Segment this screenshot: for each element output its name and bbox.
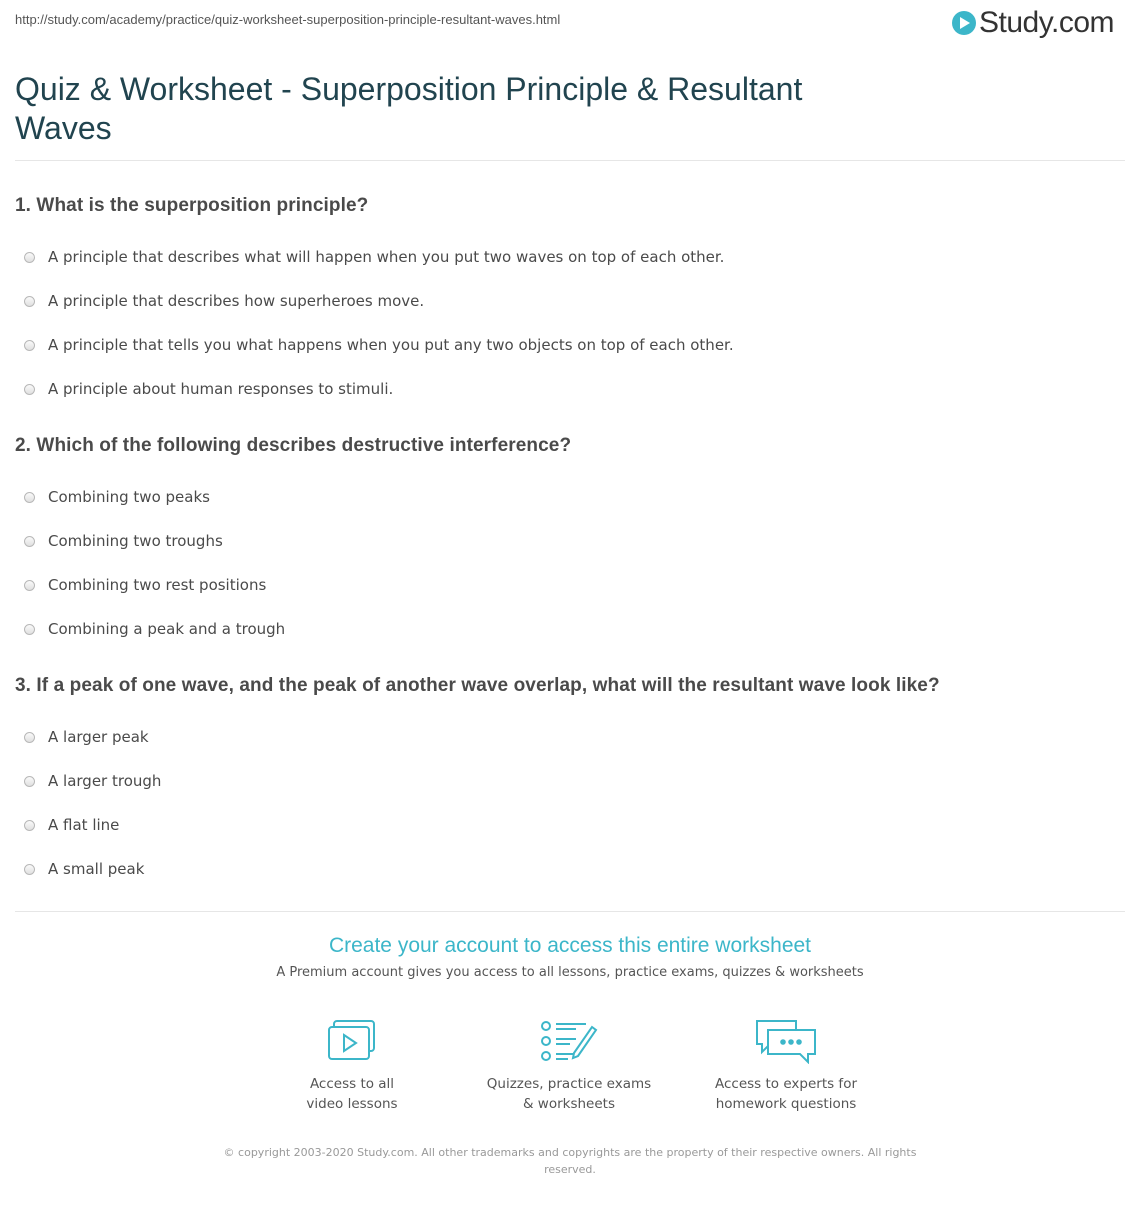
radio-button[interactable] [24,732,35,743]
quiz-checklist-icon [469,1016,669,1066]
feature-label: video lessons [306,1096,398,1112]
logo-text: Study.com [979,6,1114,39]
answer-option[interactable] [15,803,1125,847]
option-label: A flat line [48,816,120,834]
chat-bubbles-icon [686,1016,886,1066]
divider [15,160,1125,161]
question-text: 2. Which of the following describes destructive interference? [15,435,572,456]
play-logo-icon [952,11,976,35]
feature-label: Access to all [309,1076,395,1092]
radio-button[interactable] [24,536,35,547]
cta-subtitle: A Premium account gives you access to all lessons, practice exams, quizzes & worksheets [276,965,864,980]
page-title: Quiz & Worksheet - Superposition Principle & Resultant Waves [15,71,803,146]
study-logo[interactable] [952,6,1114,40]
radio-button[interactable] [24,340,35,351]
option-label: A small peak [48,860,145,878]
answer-option[interactable] [15,715,1125,759]
feature-label: homework questions [715,1096,857,1112]
video-lessons-icon [252,1016,452,1066]
answer-option[interactable] [15,475,1125,519]
answer-option[interactable] [15,367,1125,411]
radio-button[interactable] [24,580,35,591]
question-2 [15,435,1125,651]
option-label: A larger peak [48,728,149,746]
answer-option[interactable] [15,235,1125,279]
answer-option[interactable] [15,563,1125,607]
radio-button[interactable] [24,624,35,635]
question-1 [15,195,1125,411]
question-3 [15,675,1125,891]
radio-button[interactable] [24,296,35,307]
radio-button[interactable] [24,776,35,787]
option-label: A principle that tells you what happens when you put any two objects on top of each other. [48,336,734,354]
radio-button[interactable] [24,252,35,263]
answer-option[interactable] [15,519,1125,563]
feature-label: & worksheets [522,1096,615,1112]
feature-label: Access to experts for [714,1076,857,1092]
answer-options [15,475,1125,651]
create-account-link[interactable]: Create your account to access this entire worksheet [328,934,812,957]
radio-button[interactable] [24,492,35,503]
option-label: Combining two rest positions [48,576,267,594]
answer-option[interactable] [15,759,1125,803]
answer-option[interactable] [15,607,1125,651]
radio-button[interactable] [24,384,35,395]
question-text: 3. If a peak of one wave, and the peak of another wave overlap, what will the resultant wave look like? [15,675,940,696]
copyright-notice: © copyright 2003-2020 Study.com. All other trademarks and copyrights are the property of their respective owners. All rights reserved. [223,1146,917,1176]
feature-quizzes [469,1016,669,1114]
feature-experts [686,1016,886,1114]
option-label: A principle about human responses to stimuli. [48,380,394,398]
feature-label: Quizzes, practice exams [486,1076,652,1092]
option-label: A principle that describes how superheroes move. [48,292,425,310]
option-label: A larger trough [48,772,162,790]
divider [15,911,1125,912]
answer-option[interactable] [15,323,1125,367]
option-label: Combining two troughs [48,532,223,550]
answer-options [15,235,1125,411]
page-url: http://study.com/academy/practice/quiz-worksheet-superposition-principle-resultant-waves.html [15,12,561,27]
option-label: Combining two peaks [48,488,210,506]
answer-option[interactable] [15,847,1125,891]
answer-option[interactable] [15,279,1125,323]
feature-video-lessons [252,1016,452,1114]
answer-options [15,715,1125,891]
option-label: A principle that describes what will happen when you put two waves on top of each other. [48,248,725,266]
radio-button[interactable] [24,864,35,875]
question-text: 1. What is the superposition principle? [15,195,369,216]
radio-button[interactable] [24,820,35,831]
option-label: Combining a peak and a trough [48,620,286,638]
